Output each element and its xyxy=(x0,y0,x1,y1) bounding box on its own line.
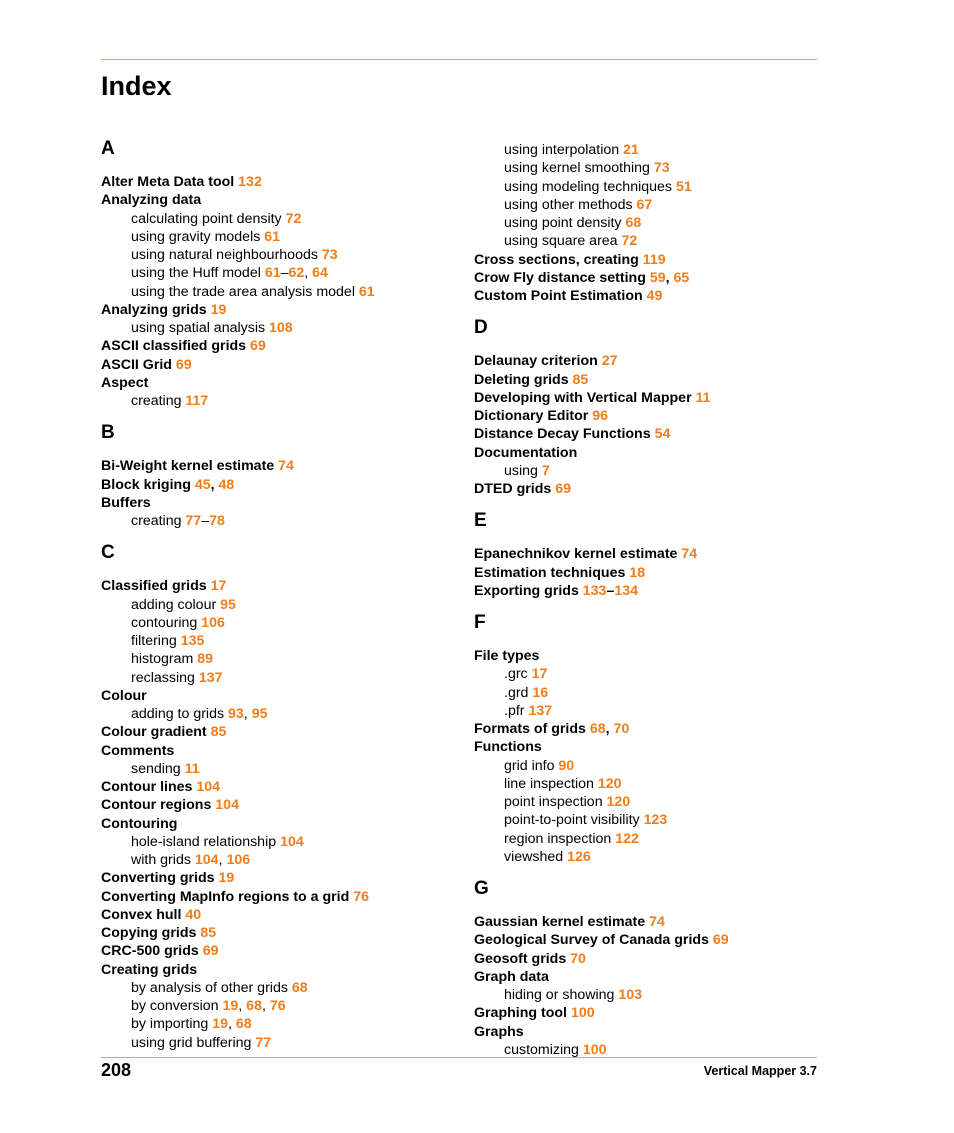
entry-term: Crow Fly distance setting xyxy=(474,269,650,286)
page-ref-link[interactable]: 69 xyxy=(175,356,192,373)
page-ref-link[interactable]: 90 xyxy=(558,757,575,774)
page-ref-link[interactable]: 68 xyxy=(291,979,308,996)
entry-term: Graphing tool xyxy=(474,1005,571,1022)
page-ref-link[interactable]: 65 xyxy=(673,269,690,286)
entry-term: with grids xyxy=(131,852,195,868)
index-subentry xyxy=(131,1034,271,1052)
page-ref-link[interactable]: 61 xyxy=(358,283,375,300)
page-ref-link[interactable]: 93 xyxy=(228,706,244,722)
page-ref-link[interactable]: 134 xyxy=(614,582,639,599)
section-letter: G xyxy=(474,878,489,899)
entry-term: CRC-500 grids xyxy=(101,943,203,960)
index-subentry xyxy=(131,851,250,869)
page-ref-link[interactable]: 123 xyxy=(643,812,668,829)
page-ref-link[interactable]: 68 xyxy=(625,215,642,231)
index-subentry xyxy=(131,596,236,614)
entry-term: Analyzing grids xyxy=(101,301,211,318)
page-ref-link[interactable]: 72 xyxy=(285,210,302,227)
index-entry xyxy=(474,738,542,756)
page-ref-link[interactable]: 74 xyxy=(649,914,665,930)
index-entry xyxy=(474,950,586,968)
page-ref-link[interactable]: 122 xyxy=(615,830,639,847)
entry-term: using modeling techniques xyxy=(504,178,676,195)
entry-term: Buffers xyxy=(101,494,151,511)
index-subentry xyxy=(504,232,637,250)
entry-term: using kernel smoothing xyxy=(504,160,654,177)
entry-term: Exporting grids xyxy=(474,582,583,599)
index-entry xyxy=(474,480,571,498)
page-ref-link[interactable]: 137 xyxy=(198,669,223,686)
entry-term: by importing xyxy=(131,1016,213,1033)
entry-term: Converting MapInfo regions to a grid xyxy=(101,888,354,905)
page-ref-link[interactable]: 120 xyxy=(597,775,622,792)
page-separator: , xyxy=(665,269,674,286)
entry-term: sending xyxy=(131,760,185,777)
entry-term: Deleting grids xyxy=(474,371,573,388)
index-entry xyxy=(474,968,549,986)
page-ref-link[interactable]: 76 xyxy=(269,998,286,1014)
page-separator: , xyxy=(261,998,270,1014)
entry-term: Delaunay criterion xyxy=(474,353,602,370)
page-ref-link[interactable]: 49 xyxy=(646,288,663,304)
index-entry xyxy=(101,191,201,209)
index-entry xyxy=(474,371,588,389)
index-subentry xyxy=(131,210,301,228)
page-separator: – xyxy=(201,513,210,529)
entry-term: Colour gradient xyxy=(101,724,211,741)
index-subentry xyxy=(504,462,550,480)
index-entry xyxy=(474,425,670,443)
index-entry xyxy=(474,564,645,582)
entry-term: point-to-point visibility xyxy=(504,812,644,829)
index-subentry xyxy=(504,757,574,775)
index-entry xyxy=(101,301,226,319)
page-ref-link[interactable]: 54 xyxy=(654,426,671,443)
entry-term: Estimation techniques xyxy=(474,564,630,581)
section-letter: D xyxy=(474,317,488,339)
section-letter: F xyxy=(474,612,486,633)
index-entry xyxy=(474,720,629,738)
index-subentry xyxy=(504,141,639,159)
index-subentry xyxy=(504,196,652,214)
index-entry xyxy=(101,888,369,906)
page-ref-link[interactable]: 89 xyxy=(197,651,214,668)
page-ref-link[interactable]: 61 xyxy=(264,228,281,245)
entry-term: creating xyxy=(131,513,186,529)
page-ref-link[interactable]: 103 xyxy=(618,987,643,1003)
page-ref-link[interactable]: 73 xyxy=(321,247,338,263)
page-ref-link[interactable]: 61 xyxy=(264,265,281,282)
header-rule xyxy=(101,59,817,60)
page-ref-link[interactable]: 108 xyxy=(269,320,293,336)
page-ref-link[interactable]: 45 xyxy=(194,476,211,493)
entry-term: Aspect xyxy=(101,374,149,391)
index-entry xyxy=(101,961,197,979)
entry-term: Contour regions xyxy=(101,797,216,814)
page-ref-link[interactable]: 68 xyxy=(589,721,606,737)
entry-term: using other methods xyxy=(504,196,637,213)
index-subentry xyxy=(131,319,293,337)
page-ref-link[interactable]: 96 xyxy=(592,408,609,424)
page-ref-link[interactable]: 119 xyxy=(642,251,666,268)
index-subentry xyxy=(131,997,286,1015)
entry-term: hiding or showing xyxy=(504,987,619,1003)
entry-term: using spatial analysis xyxy=(131,320,270,336)
page-ref-link[interactable]: 40 xyxy=(185,906,202,923)
section-letter: A xyxy=(101,138,115,159)
entry-term: histogram xyxy=(131,651,198,668)
page-ref-link[interactable]: 51 xyxy=(675,178,692,195)
entry-term: using point density xyxy=(504,215,626,231)
page-ref-link[interactable]: 19 xyxy=(212,1016,228,1033)
index-entry xyxy=(474,269,689,287)
index-subentry xyxy=(504,214,641,232)
page-ref-link[interactable]: 104 xyxy=(194,852,219,868)
page-ref-link[interactable]: 69 xyxy=(712,932,729,949)
page-ref-link[interactable]: 78 xyxy=(209,513,225,529)
entry-term: creating xyxy=(131,393,186,409)
page-ref-link[interactable]: 70 xyxy=(613,721,630,737)
entry-term: Graphs xyxy=(474,1023,524,1040)
entry-term: Geosoft grids xyxy=(474,950,571,967)
entry-term: ASCII Grid xyxy=(101,356,176,373)
entry-term: Classified grids xyxy=(101,578,211,595)
index-entry xyxy=(101,815,177,833)
index-entry xyxy=(101,687,147,705)
entry-term: contouring xyxy=(131,614,202,631)
index-subentry xyxy=(131,979,308,997)
page-ref-link[interactable]: 74 xyxy=(681,546,698,563)
entry-term: hole-island relationship xyxy=(131,833,281,850)
index-subentry xyxy=(131,833,304,851)
page-ref-link[interactable]: 27 xyxy=(601,353,618,370)
page-separator: , xyxy=(304,265,313,282)
entry-term: Contouring xyxy=(101,815,178,832)
entry-term: Geological Survey of Canada grids xyxy=(474,932,713,949)
book-title: Vertical Mapper 3.7 xyxy=(703,1064,817,1078)
index-subentry xyxy=(131,228,280,246)
page-ref-link[interactable]: 64 xyxy=(312,265,328,282)
page-separator: , xyxy=(210,476,219,493)
entry-term: viewshed xyxy=(504,848,568,865)
page-ref-link[interactable]: 19 xyxy=(210,301,227,318)
index-subentry xyxy=(504,811,667,829)
page-ref-link[interactable]: 62 xyxy=(288,265,305,282)
index-subentry xyxy=(504,159,670,177)
index-entry xyxy=(474,931,729,949)
index-entry xyxy=(101,494,151,512)
index-entry xyxy=(474,545,697,563)
entry-term: Developing with Vertical Mapper xyxy=(474,389,696,406)
entry-term: Copying grids xyxy=(101,925,201,941)
entry-term: Cross sections, creating xyxy=(474,251,643,268)
index-subentry xyxy=(131,392,208,410)
page-ref-link[interactable]: 21 xyxy=(623,142,639,158)
page-title: Index xyxy=(101,71,172,101)
page-ref-link[interactable]: 120 xyxy=(606,794,631,810)
page-ref-link[interactable]: 126 xyxy=(567,848,591,865)
entry-term: using xyxy=(504,462,542,479)
page-ref-link[interactable]: 104 xyxy=(196,779,221,795)
index-subentry xyxy=(504,830,639,848)
page-ref-link[interactable]: 100 xyxy=(582,1041,607,1058)
index-entry xyxy=(101,869,234,887)
entry-term: Custom Point Estimation xyxy=(474,288,647,304)
page-ref-link[interactable]: 72 xyxy=(621,233,638,250)
entry-term: using square area xyxy=(504,233,622,250)
index-entry xyxy=(101,577,226,595)
index-entry xyxy=(101,924,216,942)
page-separator: , xyxy=(605,721,614,737)
page-ref-link[interactable]: 68 xyxy=(246,998,262,1014)
index-entry xyxy=(474,1023,524,1041)
entry-term: grid info xyxy=(504,757,559,774)
index-subentry xyxy=(131,1015,252,1033)
page-ref-link[interactable]: 69 xyxy=(202,943,219,960)
page-ref-link[interactable]: 77 xyxy=(255,1034,272,1051)
entry-term: Graph data xyxy=(474,968,549,985)
entry-term: by conversion xyxy=(131,998,223,1014)
page-ref-link[interactable]: 135 xyxy=(180,633,205,649)
index-entry xyxy=(101,723,226,741)
index-entry xyxy=(101,457,294,475)
page-ref-link[interactable]: 19 xyxy=(222,998,239,1014)
index-subentry xyxy=(504,986,642,1004)
page-ref-link[interactable]: 11 xyxy=(695,389,711,406)
index-subentry xyxy=(131,512,225,530)
entry-term: reclassing xyxy=(131,669,199,686)
entry-term: customizing xyxy=(504,1041,583,1058)
page-ref-link[interactable]: 19 xyxy=(218,870,235,887)
entry-term: ASCII classified grids xyxy=(101,338,251,355)
page-separator: – xyxy=(280,265,289,282)
page-ref-link[interactable]: 95 xyxy=(220,596,236,613)
index-entry xyxy=(101,796,239,814)
index-subentry xyxy=(504,684,548,702)
index-subentry xyxy=(504,793,630,811)
entry-term: Alter Meta Data tool xyxy=(101,174,239,190)
index-entry xyxy=(101,742,174,760)
index-entry xyxy=(474,1004,595,1022)
index-subentry xyxy=(504,702,552,720)
entry-term: Functions xyxy=(474,739,542,756)
index-subentry xyxy=(131,669,223,687)
page-ref-link[interactable]: 17 xyxy=(531,666,548,683)
footer-rule xyxy=(101,1057,817,1058)
entry-term: Block kriging xyxy=(101,476,195,493)
entry-term: using the Huff model xyxy=(131,265,265,282)
page-ref-link[interactable]: 67 xyxy=(636,196,653,213)
index-subentry xyxy=(131,614,225,632)
index-entry xyxy=(474,389,711,407)
index-entry xyxy=(474,913,665,931)
index-entry xyxy=(474,582,638,600)
index-entry xyxy=(474,352,618,370)
index-entry xyxy=(101,942,218,960)
page-ref-link[interactable]: 59 xyxy=(649,269,666,286)
entry-term: .grd xyxy=(504,684,533,701)
entry-term: Analyzing data xyxy=(101,192,202,209)
entry-term: Documentation xyxy=(474,444,578,461)
page-separator: , xyxy=(243,706,252,722)
page-ref-link[interactable]: 69 xyxy=(250,338,266,355)
entry-term: Creating grids xyxy=(101,961,198,978)
page-ref-link[interactable]: 106 xyxy=(226,852,251,868)
page-separator: , xyxy=(218,852,227,868)
index-subentry xyxy=(504,178,692,196)
entry-term: adding to grids xyxy=(131,706,229,722)
entry-term: using interpolation xyxy=(504,142,624,158)
page-separator: , xyxy=(228,1016,236,1033)
index-entry xyxy=(474,647,539,665)
entry-term: .pfr xyxy=(504,702,529,719)
index-subentry xyxy=(131,246,338,264)
page-ref-link[interactable]: 95 xyxy=(251,706,268,722)
page-ref-link[interactable]: 69 xyxy=(555,481,571,497)
entry-term: using gravity models xyxy=(131,228,265,245)
page-ref-link[interactable]: 74 xyxy=(278,458,294,475)
page-ref-link[interactable]: 17 xyxy=(210,578,227,595)
index-entry xyxy=(101,337,266,355)
entry-term: using grid buffering xyxy=(131,1034,256,1051)
index-subentry xyxy=(131,264,328,282)
entry-term: region inspection xyxy=(504,830,616,847)
page-ref-link[interactable]: 85 xyxy=(572,371,589,388)
page-ref-link[interactable]: 85 xyxy=(200,925,217,941)
page-ref-link[interactable]: 104 xyxy=(280,833,304,850)
index-entry xyxy=(474,251,666,269)
index-entry xyxy=(474,444,577,462)
page-ref-link[interactable]: 68 xyxy=(235,1016,252,1033)
entry-term: .grc xyxy=(504,666,532,683)
index-subentry xyxy=(504,848,591,866)
entry-term: Converting grids xyxy=(101,870,219,887)
entry-term: File types xyxy=(474,648,540,664)
index-entry xyxy=(101,374,148,392)
page-separator: , xyxy=(238,998,247,1014)
page-ref-link[interactable]: 70 xyxy=(570,950,586,967)
page-ref-link[interactable]: 133 xyxy=(582,582,607,599)
entry-term: Epanechnikov kernel estimate xyxy=(474,546,682,563)
index-subentry xyxy=(131,650,213,668)
page-ref-link[interactable]: 77 xyxy=(185,513,202,529)
index-entry xyxy=(474,407,608,425)
entry-term: Bi-Weight kernel estimate xyxy=(101,458,279,475)
index-subentry xyxy=(504,665,547,683)
page-ref-link[interactable]: 106 xyxy=(201,614,225,631)
index-entry xyxy=(474,287,662,305)
page-ref-link[interactable]: 11 xyxy=(184,760,200,777)
entry-term: Comments xyxy=(101,742,175,759)
page-ref-link[interactable]: 48 xyxy=(218,476,235,493)
entry-term: Convex hull xyxy=(101,906,186,923)
entry-term: filtering xyxy=(131,633,181,649)
index-entry xyxy=(101,173,262,191)
page-ref-link[interactable]: 16 xyxy=(532,684,549,701)
entry-term: adding colour xyxy=(131,596,221,613)
entry-term: using the trade area analysis model xyxy=(131,283,359,300)
page-ref-link[interactable]: 100 xyxy=(570,1005,595,1022)
entry-term: using natural neighbourhoods xyxy=(131,247,322,263)
index-subentry xyxy=(504,775,622,793)
entry-term: DTED grids xyxy=(474,481,556,497)
section-letter: C xyxy=(101,542,115,564)
index-entry xyxy=(101,476,234,494)
index-subentry xyxy=(131,632,204,650)
index-entry xyxy=(101,778,220,796)
page-ref-link[interactable]: 137 xyxy=(528,702,553,719)
section-letter: E xyxy=(474,510,487,532)
entry-term: Dictionary Editor xyxy=(474,408,593,424)
index-subentry xyxy=(131,705,267,723)
page-ref-link[interactable]: 104 xyxy=(215,797,239,814)
entry-term: by analysis of other grids xyxy=(131,979,292,996)
page-ref-link[interactable]: 18 xyxy=(629,564,646,581)
entry-term: Colour xyxy=(101,687,147,704)
entry-term: Gaussian kernel estimate xyxy=(474,914,650,930)
index-subentry xyxy=(131,283,375,301)
entry-term: Contour lines xyxy=(101,779,197,795)
page-ref-link[interactable]: 7 xyxy=(541,462,550,479)
page-number: 208 xyxy=(101,1060,132,1080)
page-ref-link[interactable]: 117 xyxy=(185,393,209,409)
index-entry xyxy=(101,356,192,374)
index-subentry xyxy=(131,760,200,778)
entry-term: point inspection xyxy=(504,794,607,810)
entry-term: Formats of grids xyxy=(474,721,590,737)
page-ref-link[interactable]: 85 xyxy=(210,724,227,741)
index-entry xyxy=(101,906,201,924)
page-separator: – xyxy=(606,582,615,599)
page-ref-link[interactable]: 132 xyxy=(238,174,262,190)
entry-term: calculating point density xyxy=(131,210,286,227)
entry-term: line inspection xyxy=(504,775,598,792)
page-ref-link[interactable]: 76 xyxy=(353,888,370,905)
section-letter: B xyxy=(101,422,115,444)
page-ref-link[interactable]: 73 xyxy=(653,160,670,177)
entry-term: Distance Decay Functions xyxy=(474,426,655,443)
